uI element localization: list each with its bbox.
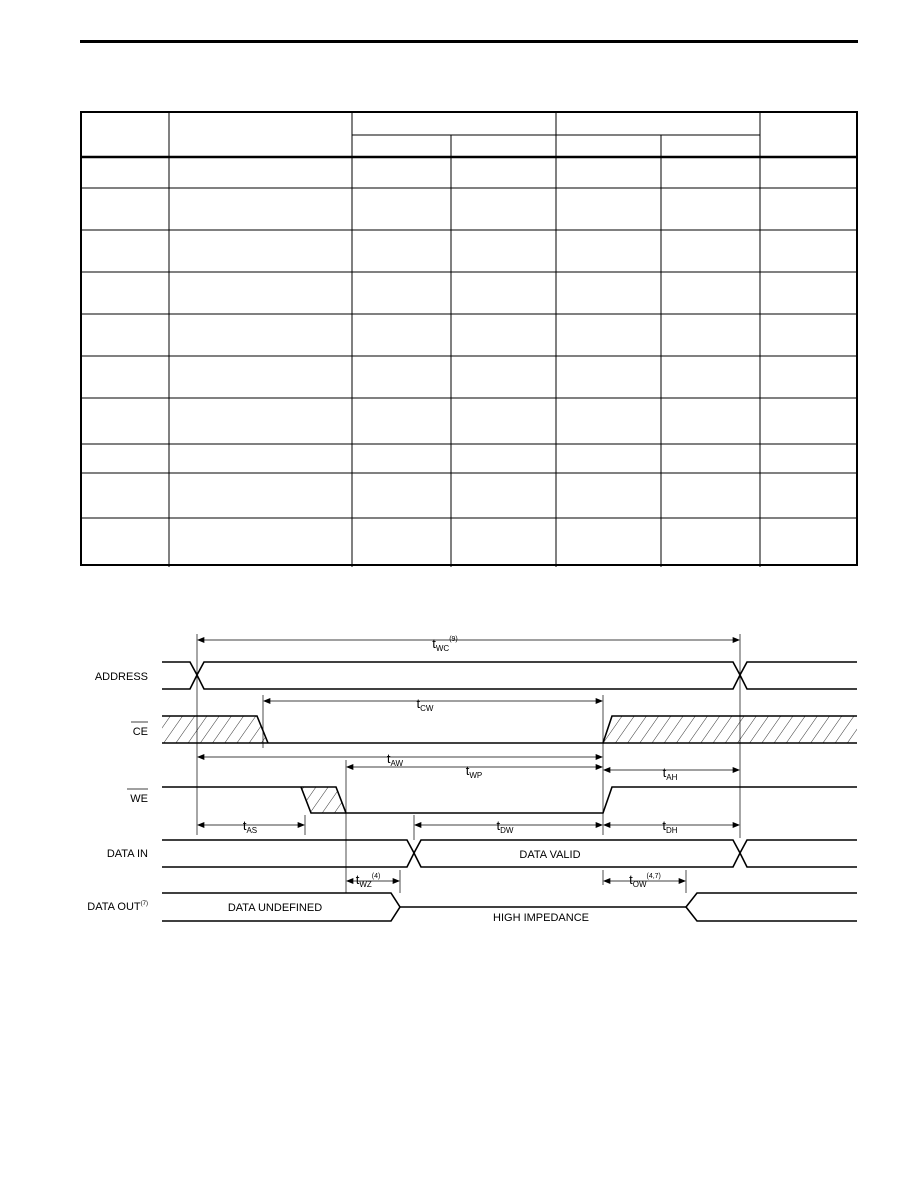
twc-label: $t_{WC}^{(9)}$ — [432, 636, 458, 653]
spec-table — [80, 111, 858, 567]
write-cycle-timing-diagram — [0, 600, 918, 940]
we-label: WE — [130, 793, 148, 805]
we-waveform — [162, 787, 857, 813]
high-impedance-text: HIGH IMPEDANCE — [493, 912, 589, 924]
data-out-waveform-right — [686, 893, 857, 921]
tow-label: $t_{OW}^{(4,7)}$ — [629, 872, 661, 889]
address-label: ADDRESS — [94, 671, 148, 683]
address-waveform — [162, 662, 857, 675]
ce-hatch-left — [162, 716, 268, 743]
data-out-label: DATA OUT$^{(7)}$ — [87, 901, 148, 913]
tdh-label: $t_{DH}$ — [662, 818, 678, 835]
tcw-label: $t_{CW}$ — [416, 696, 434, 713]
data-in-waveform-low — [162, 853, 857, 867]
data-undefined-text: DATA UNDEFINED — [227, 902, 323, 914]
tas-label: $t_{AS}$ — [242, 818, 258, 835]
twp-label: $t_{WP}$ — [465, 763, 483, 780]
tdw-label: $t_{DW}$ — [496, 818, 514, 835]
ce-label: CE — [132, 726, 148, 738]
data-in-label: DATA IN — [106, 848, 148, 860]
data-valid-text: DATA VALID — [519, 849, 581, 861]
twz-label: $t_{WZ}^{(4)}$ — [355, 872, 381, 889]
top-rule — [80, 40, 858, 43]
taw-label: $t_{AW}$ — [386, 751, 404, 768]
ce-hatch-right — [603, 716, 857, 743]
tah-label: $t_{AH}$ — [662, 765, 678, 782]
data-in-waveform — [162, 840, 857, 853]
we-hatch — [301, 787, 346, 813]
address-waveform-low — [162, 675, 857, 689]
